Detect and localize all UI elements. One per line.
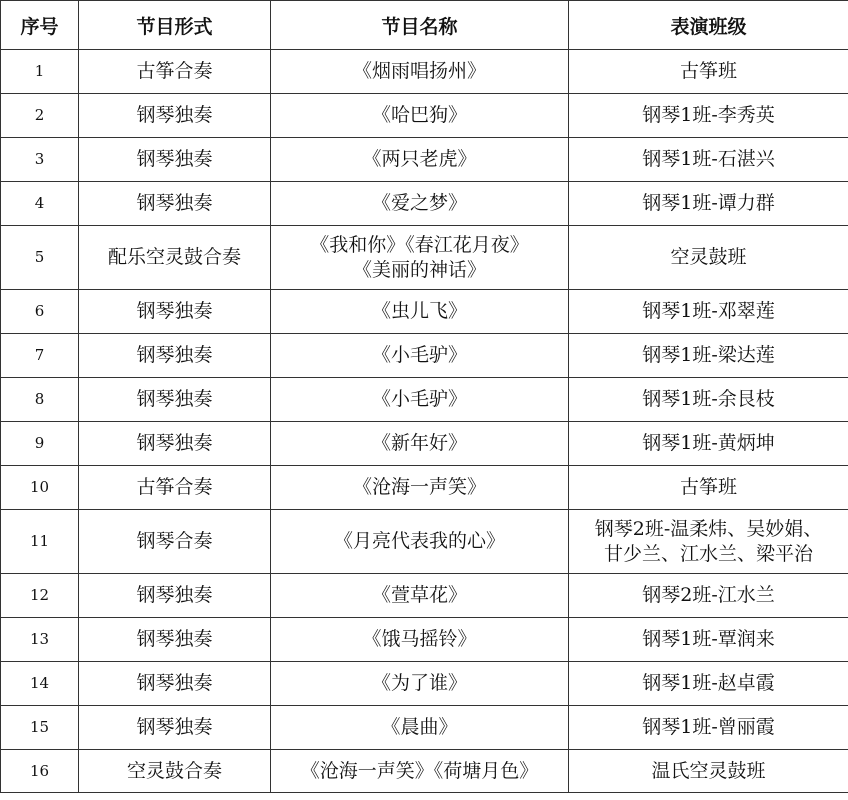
cell-name bbox=[271, 378, 569, 422]
table-row bbox=[1, 750, 848, 793]
cell-performer bbox=[569, 662, 848, 706]
cell-name-line: 《小毛驴》 bbox=[371, 388, 467, 410]
cell-no: 5 bbox=[1, 226, 79, 290]
cell-name bbox=[271, 50, 569, 94]
cell-form: 钢琴独奏 bbox=[79, 182, 271, 226]
cell-name-line: 《沧海一声笑》 bbox=[352, 476, 486, 498]
cell-no: 8 bbox=[1, 378, 79, 422]
header-name: 节目名称 bbox=[271, 1, 569, 50]
cell-name bbox=[271, 94, 569, 138]
cell-name-line: 《萱草花》 bbox=[371, 584, 467, 606]
header-row bbox=[1, 1, 848, 50]
cell-name-line: 《为了谁》 bbox=[371, 672, 467, 694]
cell-performer-line: 钢琴1班-李秀英 bbox=[642, 104, 775, 126]
table-row bbox=[1, 334, 848, 378]
cell-form: 配乐空灵鼓合奏 bbox=[79, 226, 271, 290]
cell-no: 16 bbox=[1, 750, 79, 793]
cell-performer bbox=[569, 574, 848, 618]
cell-no: 15 bbox=[1, 706, 79, 750]
cell-name bbox=[271, 510, 569, 574]
cell-performer-line: 空灵鼓班 bbox=[670, 246, 747, 268]
table-row bbox=[1, 138, 848, 182]
cell-name bbox=[271, 290, 569, 334]
cell-no: 6 bbox=[1, 290, 79, 334]
table-row bbox=[1, 290, 848, 334]
cell-performer-line: 钢琴1班-谭力群 bbox=[642, 192, 775, 214]
table-row bbox=[1, 182, 848, 226]
cell-name bbox=[271, 750, 569, 793]
cell-no: 9 bbox=[1, 422, 79, 466]
cell-form: 钢琴独奏 bbox=[79, 334, 271, 378]
cell-name-line: 《月亮代表我的心》 bbox=[333, 530, 505, 552]
cell-performer-line: 古筝班 bbox=[679, 60, 737, 82]
table-header bbox=[1, 1, 848, 50]
cell-name bbox=[271, 574, 569, 618]
header-form: 节目形式 bbox=[79, 1, 271, 50]
cell-name-line: 《我和你》《春江花月夜》 bbox=[310, 233, 529, 256]
cell-name-line: 《爱之梦》 bbox=[371, 192, 467, 214]
table-row bbox=[1, 618, 848, 662]
cell-name-line: 《两只老虎》 bbox=[362, 148, 477, 170]
table-row bbox=[1, 662, 848, 706]
cell-no: 12 bbox=[1, 574, 79, 618]
cell-performer-line: 钢琴1班-余艮枝 bbox=[642, 388, 775, 410]
table-row bbox=[1, 422, 848, 466]
cell-name-line: 《小毛驴》 bbox=[371, 344, 467, 366]
cell-form: 钢琴合奏 bbox=[79, 510, 271, 574]
cell-performer bbox=[569, 466, 848, 510]
table-row bbox=[1, 50, 848, 94]
cell-name-line: 《饿马摇铃》 bbox=[362, 628, 477, 650]
cell-performer-line: 钢琴1班-赵卓霞 bbox=[642, 672, 775, 694]
header-performer: 表演班级 bbox=[569, 1, 848, 50]
cell-name bbox=[271, 226, 569, 290]
cell-name bbox=[271, 182, 569, 226]
cell-form: 钢琴独奏 bbox=[79, 290, 271, 334]
cell-name bbox=[271, 422, 569, 466]
header-no: 序号 bbox=[1, 1, 79, 50]
cell-form: 古筝合奏 bbox=[79, 466, 271, 510]
cell-name bbox=[271, 334, 569, 378]
cell-form: 钢琴独奏 bbox=[79, 706, 271, 750]
cell-no: 11 bbox=[1, 510, 79, 574]
cell-form: 钢琴独奏 bbox=[79, 574, 271, 618]
cell-name bbox=[271, 662, 569, 706]
cell-performer bbox=[569, 510, 848, 574]
cell-no: 4 bbox=[1, 182, 79, 226]
table-row bbox=[1, 226, 848, 290]
cell-form: 古筝合奏 bbox=[79, 50, 271, 94]
cell-name bbox=[271, 706, 569, 750]
cell-performer bbox=[569, 182, 848, 226]
cell-name bbox=[271, 466, 569, 510]
cell-form: 钢琴独奏 bbox=[79, 378, 271, 422]
cell-form: 钢琴独奏 bbox=[79, 618, 271, 662]
cell-name bbox=[271, 618, 569, 662]
cell-performer-line: 钢琴1班-邓翠莲 bbox=[642, 300, 775, 322]
cell-form: 钢琴独奏 bbox=[79, 422, 271, 466]
cell-form: 钢琴独奏 bbox=[79, 662, 271, 706]
table-row bbox=[1, 466, 848, 510]
cell-no: 14 bbox=[1, 662, 79, 706]
cell-form: 空灵鼓合奏 bbox=[79, 750, 271, 793]
cell-no: 7 bbox=[1, 334, 79, 378]
table-body bbox=[1, 50, 848, 793]
cell-performer bbox=[569, 50, 848, 94]
cell-performer bbox=[569, 226, 848, 290]
table-row bbox=[1, 574, 848, 618]
table-row bbox=[1, 706, 848, 750]
cell-performer bbox=[569, 334, 848, 378]
cell-name-line: 《哈巴狗》 bbox=[371, 104, 467, 126]
cell-name-line: 《晨曲》 bbox=[381, 716, 458, 738]
cell-no: 10 bbox=[1, 466, 79, 510]
cell-name-line: 《沧海一声笑》《荷塘月色》 bbox=[300, 759, 539, 782]
cell-name-line: 《美丽的神话》 bbox=[352, 258, 486, 281]
cell-performer-line: 钢琴1班-黄炳坤 bbox=[642, 432, 775, 454]
cell-no: 1 bbox=[1, 50, 79, 94]
cell-performer-line: 钢琴1班-梁达莲 bbox=[642, 344, 775, 366]
cell-name bbox=[271, 138, 569, 182]
cell-performer bbox=[569, 138, 848, 182]
cell-performer-line: 古筝班 bbox=[679, 476, 737, 498]
cell-performer-line: 温氏空灵鼓班 bbox=[651, 759, 766, 782]
cell-performer-line: 钢琴2班-温柔炜、吴妙娟、 bbox=[594, 517, 823, 540]
cell-no: 2 bbox=[1, 94, 79, 138]
cell-name-line: 《新年好》 bbox=[371, 432, 467, 454]
cell-performer-line: 钢琴1班-石湛兴 bbox=[642, 148, 775, 170]
cell-performer-line: 钢琴1班-曾丽霞 bbox=[642, 716, 775, 738]
cell-performer bbox=[569, 706, 848, 750]
cell-form: 钢琴独奏 bbox=[79, 138, 271, 182]
cell-no: 13 bbox=[1, 618, 79, 662]
cell-name-line: 《虫儿飞》 bbox=[371, 300, 467, 322]
cell-performer bbox=[569, 750, 848, 793]
cell-name-line: 《烟雨唱扬州》 bbox=[352, 60, 486, 82]
cell-performer-line: 甘少兰、江水兰、梁平治 bbox=[603, 542, 813, 565]
cell-performer bbox=[569, 94, 848, 138]
cell-performer bbox=[569, 618, 848, 662]
cell-performer bbox=[569, 422, 848, 466]
cell-no: 3 bbox=[1, 138, 79, 182]
cell-performer bbox=[569, 290, 848, 334]
table-row bbox=[1, 94, 848, 138]
cell-performer-line: 钢琴2班-江水兰 bbox=[642, 584, 775, 606]
table-row bbox=[1, 510, 848, 574]
cell-form: 钢琴独奏 bbox=[79, 94, 271, 138]
table-row bbox=[1, 378, 848, 422]
cell-performer bbox=[569, 378, 848, 422]
cell-performer-line: 钢琴1班-覃润来 bbox=[642, 628, 775, 650]
